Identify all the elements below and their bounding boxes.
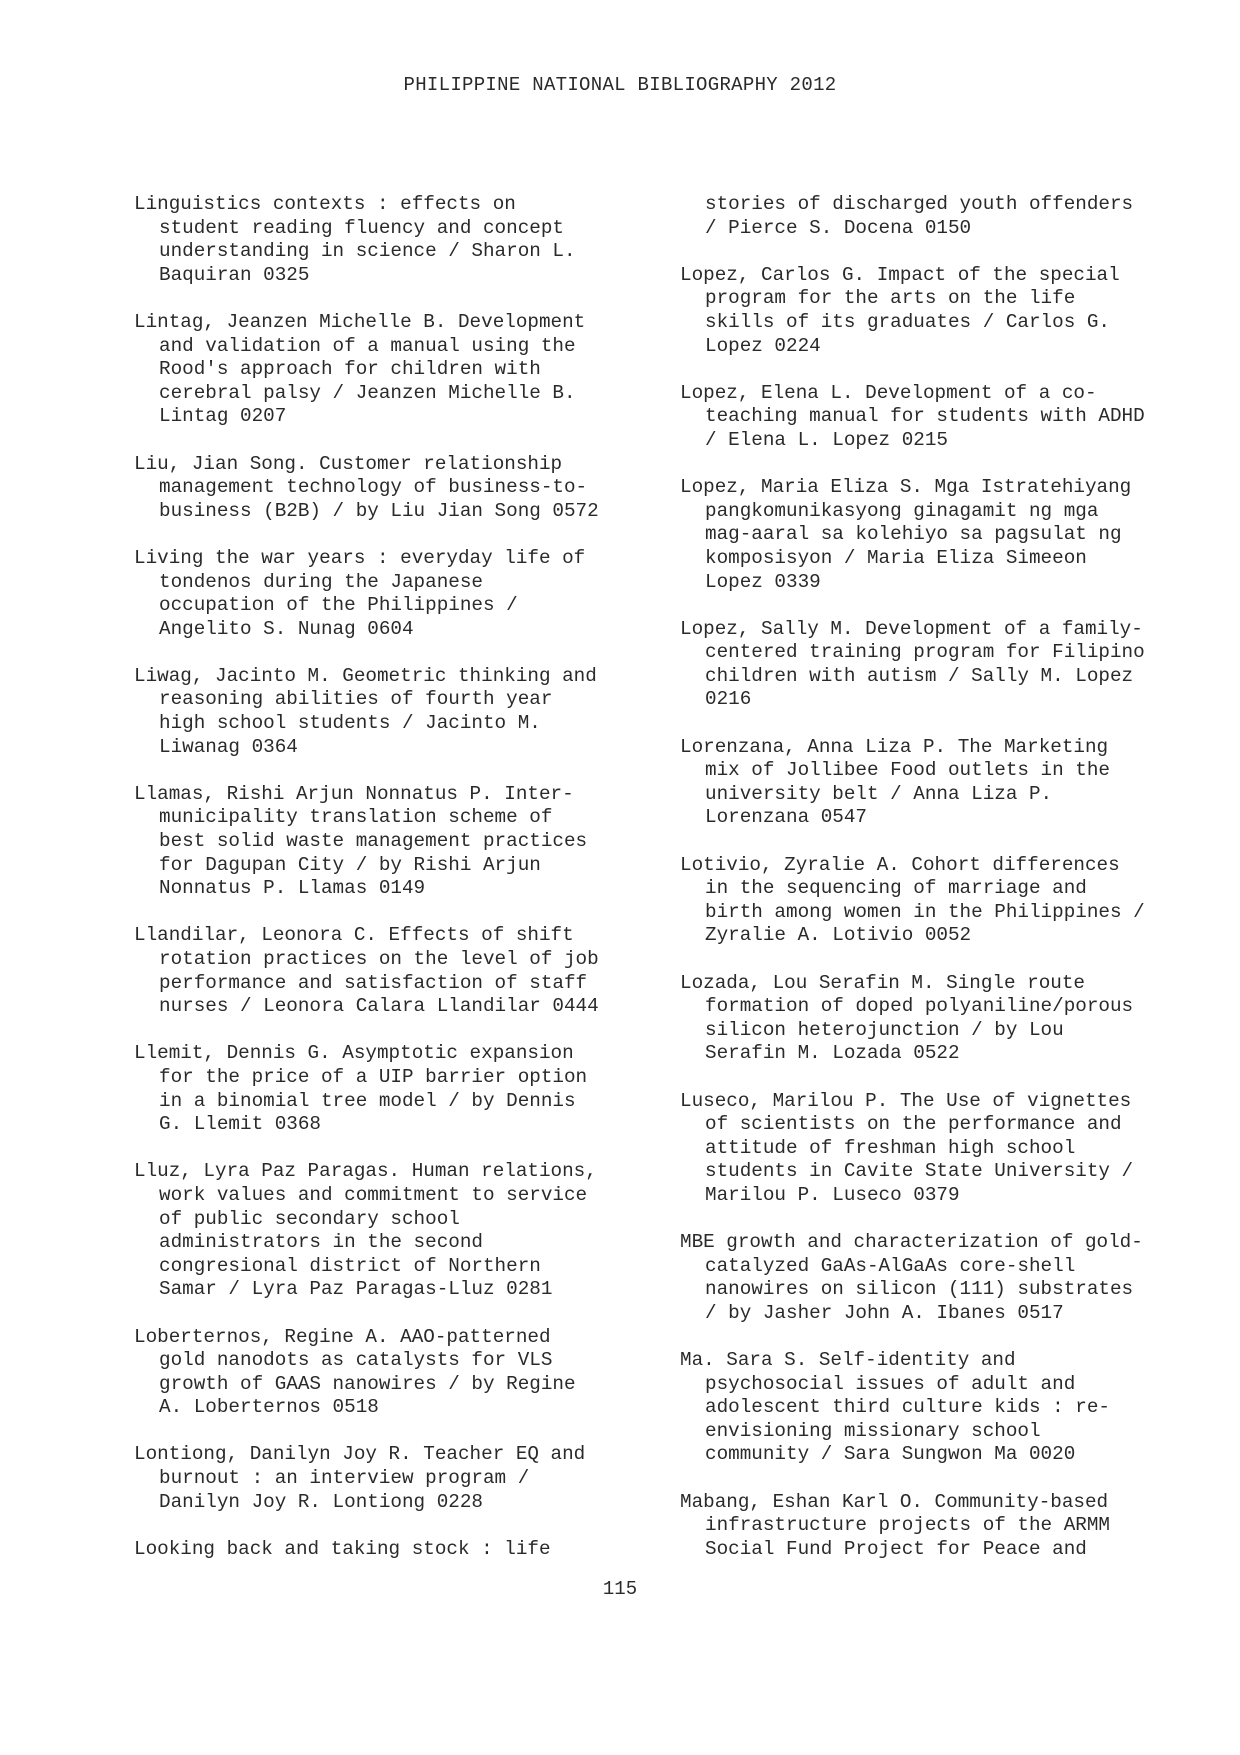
entry-line: Luseco, Marilou P. The Use of vignettes (680, 1089, 1132, 1112)
bibliography-entry (680, 1231, 1200, 1325)
entry-line: municipality translation scheme of (159, 806, 553, 829)
entry-line: Ma. Sara S. Self-identity and (680, 1349, 1016, 1372)
entry-line: burnout : an interview program / (159, 1467, 530, 1490)
entry-line: Liu, Jian Song. Customer relationship (134, 452, 563, 475)
entry-line: Lopez 0339 (705, 570, 821, 593)
entry-line: / by Jasher John A. Ibanes 0517 (705, 1301, 1064, 1324)
entry-line: student reading fluency and concept (159, 216, 564, 239)
entry-line: silicon heterojunction / by Lou (705, 1018, 1064, 1041)
entry-line: Living the war years : everyday life of (134, 546, 586, 569)
entry-line: formation of doped polyaniline/porous (705, 995, 1134, 1018)
bibliography-entry (134, 1160, 654, 1302)
entry-line: Lontiong, Danilyn Joy R. Teacher EQ and (134, 1443, 586, 1466)
entry-line: Lozada, Lou Serafin M. Single route (680, 971, 1085, 994)
entry-line: tondenos during the Japanese (159, 570, 483, 593)
entry-line: birth among women in the Philippines / (705, 900, 1145, 923)
bibliography-entry (680, 1349, 1200, 1467)
entry-line: Angelito S. Nunag 0604 (159, 617, 414, 640)
entry-line: Looking back and taking stock : life (134, 1537, 551, 1560)
entry-line: attitude of freshman high school (705, 1136, 1076, 1159)
entry-line: Lorenzana, Anna Liza P. The Marketing (680, 735, 1109, 758)
entry-line: Lopez, Carlos G. Impact of the special (680, 263, 1120, 286)
entry-line: Llemit, Dennis G. Asymptotic expansion (134, 1042, 574, 1065)
page-number: 115 (602, 1578, 638, 1600)
entry-line: cerebral palsy / Jeanzen Michelle B. (159, 381, 576, 404)
bibliography-entry (680, 476, 1200, 594)
entry-line: for the price of a UIP barrier option (159, 1065, 588, 1088)
entry-line: university belt / Anna Liza P. (705, 782, 1053, 805)
entry-line: Marilou P. Luseco 0379 (705, 1183, 960, 1206)
entry-line: best solid waste management practices (159, 830, 588, 853)
entry-line: administrators in the second (159, 1231, 483, 1254)
entry-line: skills of its graduates / Carlos G. (705, 310, 1110, 333)
entry-line: growth of GAAS nanowires / by Regine (159, 1372, 576, 1395)
entry-line: catalyzed GaAs-AlGaAs core-shell (705, 1254, 1076, 1277)
bibliography-entry (680, 736, 1200, 830)
entry-line: Nonnatus P. Llamas 0149 (159, 877, 426, 900)
entry-line: Samar / Lyra Paz Paragas-Lluz 0281 (159, 1278, 553, 1301)
entry-line: for Dagupan City / by Rishi Arjun (159, 853, 541, 876)
entry-line: Baquiran 0325 (159, 263, 310, 286)
bibliography-entry (134, 311, 654, 429)
bibliography-entry-continuation (680, 193, 1200, 240)
entry-line: Zyralie A. Lotivio 0052 (705, 924, 972, 947)
entry-line: Lintag, Jeanzen Michelle B. Development (134, 310, 586, 333)
entry-line: performance and satisfaction of staff (159, 971, 588, 994)
entry-line: community / Sara Sungwon Ma 0020 (705, 1443, 1076, 1466)
bibliography-entry (680, 618, 1200, 712)
entry-line: high school students / Jacinto M. (159, 712, 541, 735)
entry-line: / Pierce S. Docena 0150 (705, 216, 972, 239)
entry-line: Mabang, Eshan Karl O. Community-based (680, 1490, 1109, 1513)
bibliography-entry (134, 1443, 654, 1514)
entry-line: mag-aaral sa kolehiyo sa pagsulat ng (705, 523, 1122, 546)
left-column (134, 193, 654, 1585)
entry-line: MBE growth and characterization of gold- (680, 1231, 1143, 1254)
entry-line: program for the arts on the life (705, 287, 1076, 310)
bibliography-entry (134, 665, 654, 759)
entry-line: rotation practices on the level of job (159, 948, 599, 970)
entry-line: Lopez, Elena L. Development of a co- (680, 381, 1097, 404)
entry-line: students in Cavite State University / (705, 1160, 1134, 1183)
entry-line: 0216 (705, 688, 752, 711)
page-header-title: PHILIPPINE NATIONAL BIBLIOGRAPHY 2012 (403, 74, 837, 96)
entry-line: teaching manual for students with ADHD (705, 405, 1145, 428)
entry-line: Llandilar, Leonora C. Effects of shift (134, 924, 574, 947)
bibliography-entry (680, 382, 1200, 453)
entry-line: business (B2B) / by Liu Jian Song 0572 (159, 499, 599, 522)
entry-line: of scientists on the performance and (705, 1113, 1122, 1136)
entry-line: mix of Jollibee Food outlets in the (705, 759, 1110, 782)
bibliography-entry (680, 1491, 1200, 1562)
entry-line: Linguistics contexts : effects on (134, 193, 516, 215)
entry-line: Lopez, Maria Eliza S. Mga Istratehiyang (680, 476, 1132, 499)
bibliography-entry (134, 1326, 654, 1420)
entry-line: Liwanag 0364 (159, 735, 298, 758)
entry-line: gold nanodots as catalysts for VLS (159, 1349, 553, 1372)
entry-line: / Elena L. Lopez 0215 (705, 428, 948, 451)
bibliography-entry (680, 972, 1200, 1066)
entry-line: of public secondary school (159, 1207, 460, 1230)
bibliography-entry (680, 264, 1200, 358)
entry-line: Rood's approach for children with (159, 358, 541, 381)
entry-line: centered training program for Filipino (705, 641, 1145, 664)
entry-line: congresional district of Northern (159, 1254, 541, 1277)
entry-line: komposisyon / Maria Eliza Simeeon (705, 546, 1087, 569)
entry-line: in a binomial tree model / by Dennis (159, 1089, 576, 1112)
entry-line: Lluz, Lyra Paz Paragas. Human relations, (134, 1160, 597, 1183)
entry-line: Danilyn Joy R. Lontiong 0228 (159, 1490, 483, 1513)
entry-line: work values and commitment to service (159, 1183, 588, 1206)
entry-line: adolescent third culture kids : re- (705, 1396, 1110, 1419)
bibliography-entry (134, 547, 654, 641)
bibliography-entry (134, 453, 654, 524)
entry-line: Serafin M. Lozada 0522 (705, 1042, 960, 1065)
entry-line: Liwag, Jacinto M. Geometric thinking and (134, 664, 597, 687)
entry-line: occupation of the Philippines / (159, 594, 518, 617)
entry-line: Lintag 0207 (159, 405, 287, 428)
right-column (680, 193, 1200, 1585)
entry-line: psychosocial issues of adult and (705, 1372, 1076, 1395)
entry-line: Loberternos, Regine A. AAO-patterned (134, 1325, 551, 1348)
entry-line: in the sequencing of marriage and (705, 877, 1087, 900)
bibliography-entry (134, 924, 654, 1018)
entry-line: nurses / Leonora Calara Llandilar 0444 (159, 995, 599, 1018)
bibliography-entry (134, 1042, 654, 1136)
entry-line: A. Loberternos 0518 (159, 1396, 379, 1419)
entry-line: G. Llemit 0368 (159, 1113, 321, 1136)
entry-line: management technology of business-to- (159, 476, 588, 499)
entry-line: reasoning abilities of fourth year (159, 688, 553, 711)
bibliography-entry (134, 783, 654, 901)
entry-line: children with autism / Sally M. Lopez (705, 664, 1134, 687)
entry-line: nanowires on silicon (111) substrates (705, 1278, 1134, 1301)
entry-line: Lopez, Sally M. Development of a family- (680, 617, 1143, 640)
bibliography-entry (680, 854, 1200, 948)
entry-line: and validation of a manual using the (159, 334, 576, 357)
entry-line: Llamas, Rishi Arjun Nonnatus P. Inter- (134, 782, 574, 805)
entry-line: understanding in science / Sharon L. (159, 240, 576, 263)
bibliography-entry (134, 1538, 654, 1562)
entry-line: pangkomunikasyong ginagamit ng mga (705, 499, 1099, 522)
entry-line: Lopez 0224 (705, 334, 821, 357)
entry-line: Lorenzana 0547 (705, 806, 867, 829)
bibliography-entry (680, 1090, 1200, 1208)
entry-line: envisioning missionary school (705, 1419, 1041, 1442)
entry-line: stories of discharged youth offenders (705, 193, 1134, 215)
entry-line: Social Fund Project for Peace and (705, 1537, 1087, 1560)
bibliography-entry (134, 193, 654, 287)
entry-line: Lotivio, Zyralie A. Cohort differences (680, 853, 1120, 876)
entry-line: infrastructure projects of the ARMM (705, 1514, 1110, 1537)
